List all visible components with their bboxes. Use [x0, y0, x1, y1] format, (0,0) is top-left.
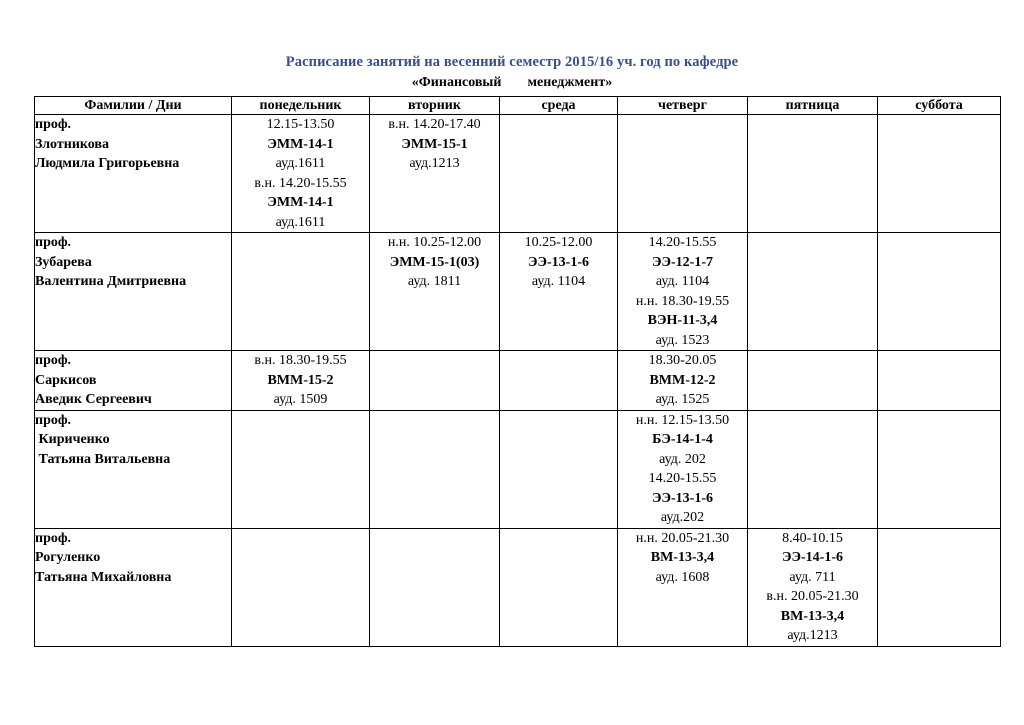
schedule-cell-saturday — [878, 351, 1001, 411]
schedule-cell-tuesday — [370, 351, 500, 411]
header-wednesday: среда — [500, 97, 618, 115]
class-detail: 14.20-15.55 — [648, 235, 717, 250]
table-row — [35, 351, 1001, 411]
header-thursday: четверг — [618, 97, 748, 115]
schedule-cell-friday — [748, 115, 878, 233]
subtitle-part-2: менеджмент» — [527, 75, 613, 90]
class-detail: ауд. 711 — [789, 569, 836, 585]
teacher-name-cell — [35, 233, 232, 351]
schedule-cell-monday — [232, 351, 370, 411]
schedule-cell-thursday — [618, 115, 748, 233]
class-detail: в.н. 20.05-21.30 — [766, 589, 859, 604]
class-detail: н.н. 20.05-21.30 — [635, 530, 730, 546]
class-detail: 12.15-13.50 — [266, 117, 335, 132]
class-detail: ауд.1213 — [787, 628, 838, 643]
class-detail: ауд. 1104 — [531, 274, 586, 289]
class-detail: 10.25-12.00 — [524, 235, 593, 250]
schedule-cell-wednesday — [500, 528, 618, 646]
class-detail: ауд.1611 — [275, 156, 326, 171]
schedule-cell-tuesday — [370, 528, 500, 646]
group-code: ЭММ-15-1(03) — [389, 254, 480, 270]
class-detail: 8.40-10.15 — [782, 530, 843, 546]
schedule-cell-friday — [748, 528, 878, 646]
group-code: ВММ-15-2 — [267, 372, 334, 388]
teacher-name-line: проф. — [35, 117, 72, 132]
teacher-name-line: проф. — [35, 235, 72, 250]
header-row — [35, 97, 1001, 115]
teacher-name-cell — [35, 115, 232, 233]
schedule-cell-saturday — [878, 528, 1001, 646]
teacher-name-cell — [35, 528, 232, 646]
schedule-cell-wednesday — [500, 233, 618, 351]
class-detail: ауд.202 — [660, 510, 705, 525]
class-detail: ауд. 1509 — [273, 392, 328, 407]
teacher-name-line: Саркисов — [35, 372, 97, 388]
teacher-name-line: Зубарева — [35, 254, 92, 270]
teacher-name-line: Злотникова — [35, 136, 109, 152]
schedule-cell-tuesday — [370, 410, 500, 528]
schedule-cell-tuesday — [370, 115, 500, 233]
schedule-cell-thursday — [618, 528, 748, 646]
page-subtitle — [0, 75, 1024, 91]
schedule-cell-tuesday — [370, 233, 500, 351]
schedule-cell-friday — [748, 351, 878, 411]
schedule-cell-wednesday — [500, 410, 618, 528]
group-code: ЭММ-14-1 — [267, 195, 334, 210]
schedule-cell-wednesday — [500, 351, 618, 411]
group-code: ВЭН-11-3,4 — [647, 313, 718, 328]
class-detail: 18.30-20.05 — [648, 353, 717, 368]
group-code: БЭ-14-1-4 — [652, 432, 713, 447]
schedule-cell-monday — [232, 115, 370, 233]
schedule-cell-thursday — [618, 233, 748, 351]
schedule-cell-saturday — [878, 115, 1001, 233]
group-code: ЭММ-15-1 — [401, 136, 468, 152]
class-detail: ауд. 1525 — [655, 392, 710, 407]
teacher-name-line: Рогуленко — [35, 550, 101, 565]
schedule-body — [35, 115, 1001, 647]
class-detail: ауд.1611 — [275, 214, 326, 230]
header-friday: пятница — [748, 97, 878, 115]
header-monday: понедельник — [232, 97, 370, 115]
group-code: ВМ-13-3,4 — [650, 550, 715, 565]
teacher-name-line: проф. — [35, 412, 72, 428]
group-code: ВМ-13-3,4 — [780, 608, 845, 624]
table-row — [35, 410, 1001, 528]
teacher-name-line: Кириченко — [35, 432, 110, 447]
teacher-name-line: проф. — [35, 530, 72, 546]
group-code: ЭЭ-13-1-6 — [528, 254, 589, 270]
header-saturday: суббота — [878, 97, 1001, 115]
teacher-name-line: Аведик Сергеевич — [35, 392, 152, 407]
class-detail: н.н. 18.30-19.55 — [635, 293, 730, 309]
teacher-name-line: проф. — [35, 353, 72, 368]
class-detail: ауд. 1523 — [655, 332, 710, 348]
table-row — [35, 528, 1001, 646]
group-code: ЭЭ-12-1-7 — [652, 254, 713, 270]
schedule-cell-friday — [748, 233, 878, 351]
schedule-cell-thursday — [618, 410, 748, 528]
schedule-cell-wednesday — [500, 115, 618, 233]
class-detail: ауд.1213 — [409, 156, 460, 171]
page-title: Расписание занятий на весенний семестр 2015/16 уч. год по кафедре — [285, 54, 739, 70]
group-code: ЭЭ-14-1-6 — [782, 550, 843, 565]
schedule-cell-monday — [232, 410, 370, 528]
table-row — [35, 115, 1001, 233]
schedule-cell-saturday — [878, 233, 1001, 351]
class-detail: 14.20-15.55 — [648, 471, 717, 486]
schedule-cell-thursday — [618, 351, 748, 411]
class-detail: в.н. 14.20-15.55 — [254, 175, 347, 191]
table-row — [35, 233, 1001, 351]
class-detail: н.н. 12.15-13.50 — [635, 412, 730, 428]
class-detail: ауд. 1104 — [655, 274, 710, 289]
header-names: Фамилии / Дни — [35, 97, 232, 115]
class-detail: в.н. 14.20-17.40 — [388, 117, 481, 132]
teacher-name-line: Татьяна Витальевна — [35, 451, 171, 467]
teacher-name-line: Татьяна Михайловна — [35, 569, 172, 585]
teacher-name-cell — [35, 351, 232, 411]
class-detail: ауд. 202 — [659, 451, 706, 467]
teacher-name-line: Валентина Дмитриевна — [35, 274, 187, 289]
group-code: ЭЭ-13-1-6 — [652, 490, 713, 506]
group-code: ЭММ-14-1 — [267, 136, 334, 152]
class-detail: н.н. 10.25-12.00 — [387, 235, 482, 250]
class-detail: ауд. 1608 — [655, 569, 710, 585]
schedule-cell-monday — [232, 528, 370, 646]
teacher-name-cell — [35, 410, 232, 528]
teacher-name-line: Людмила Григорьевна — [35, 156, 180, 171]
subtitle-part-1: «Финансовый — [411, 75, 502, 90]
schedule-cell-friday — [748, 410, 878, 528]
schedule-table — [34, 96, 1001, 647]
schedule-cell-saturday — [878, 410, 1001, 528]
class-detail: ауд. 1811 — [407, 274, 462, 289]
schedule-cell-monday — [232, 233, 370, 351]
header-tuesday: вторник — [370, 97, 500, 115]
class-detail: в.н. 18.30-19.55 — [254, 353, 347, 368]
group-code: ВММ-12-2 — [649, 372, 716, 388]
